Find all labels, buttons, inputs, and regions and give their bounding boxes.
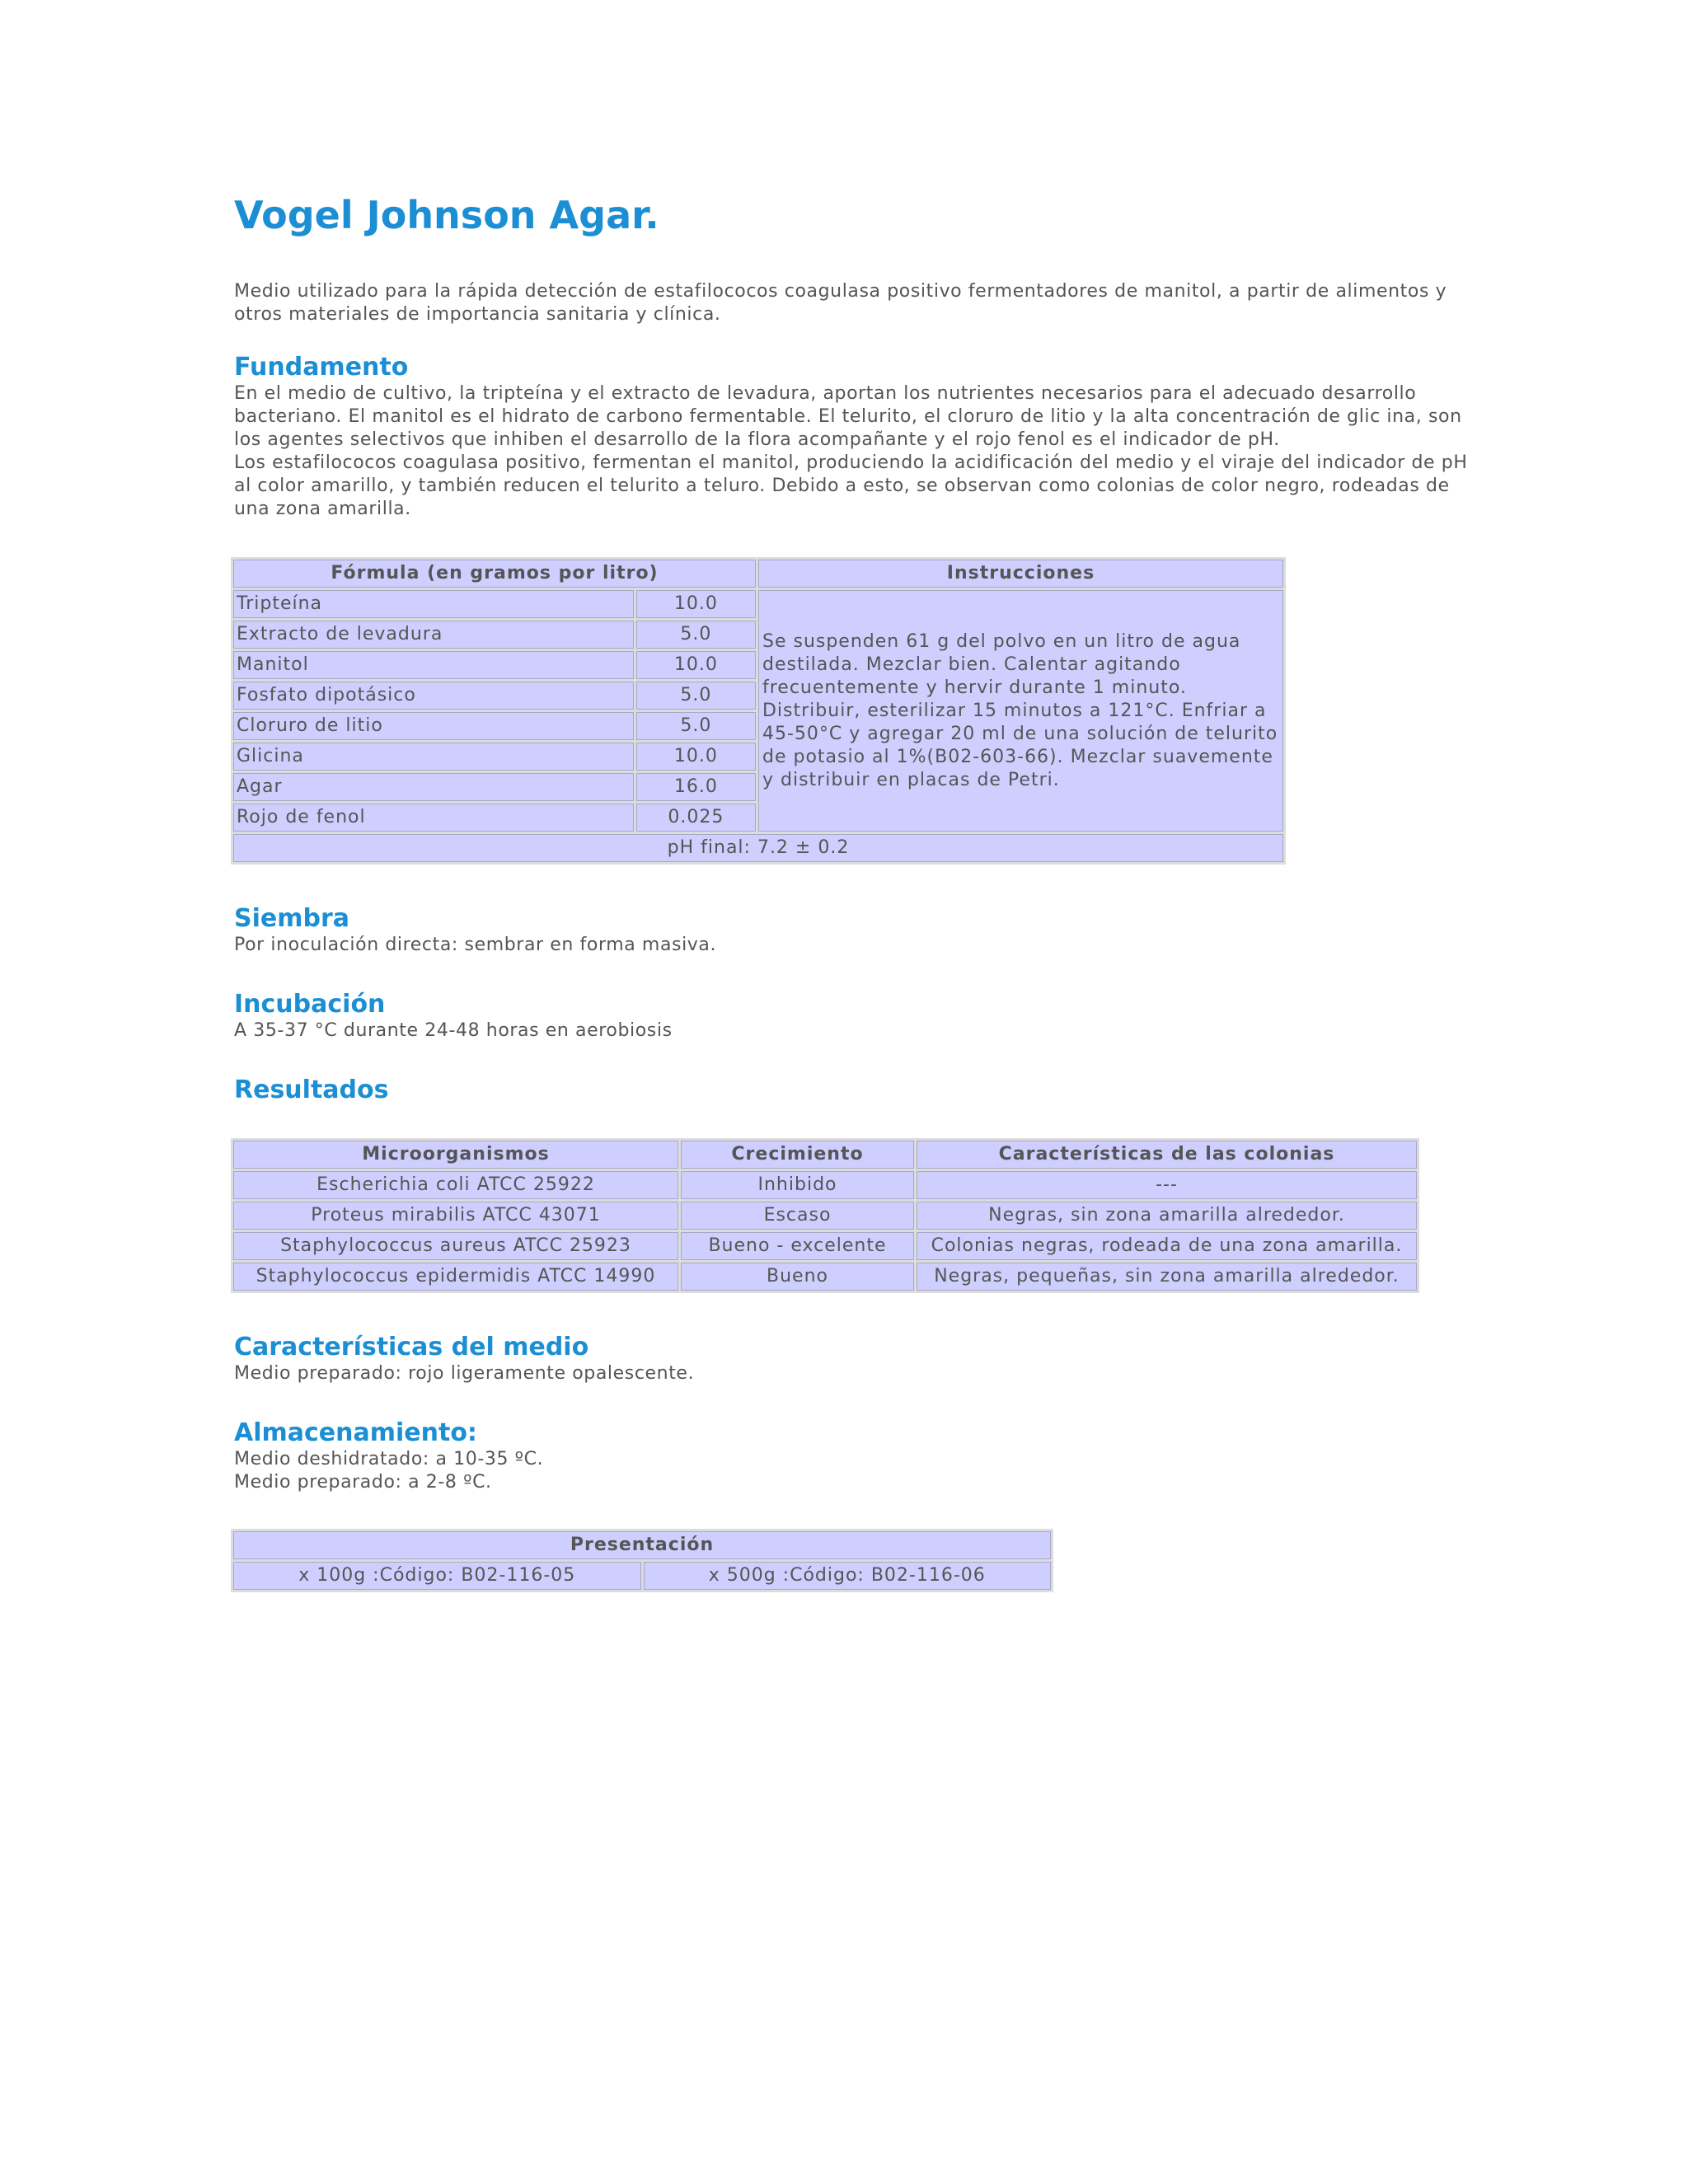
- formula-amount: 10.0: [636, 743, 756, 771]
- instructions-header: Instrucciones: [758, 560, 1283, 588]
- table-row: [233, 1263, 1417, 1291]
- incubacion-heading: Incubación: [234, 990, 386, 1019]
- colony-cell: Colonias negras, rodeada de una zona amarilla.: [917, 1232, 1417, 1260]
- formula-table: [231, 557, 1286, 865]
- instructions-text: Se suspenden 61 g del polvo en un litro de agua destilada. Mezclar bien. Calentar agitando frecuentemente y hervir durante 1 minuto. Distribuir, esterilizar 15 minutos a 121°C. Enfriar a 45-50°C y agregar 20 ml de una solución de telurito de potasio al 1%(B02-603-66). Mezclar suavemente y distribuir en placas de Petri.: [758, 590, 1283, 832]
- page-title: Vogel Johnson Agar.: [234, 193, 659, 237]
- colony-cell: Negras, sin zona amarilla alrededor.: [917, 1202, 1417, 1230]
- formula-ingredient: Tripteína: [233, 590, 634, 618]
- caracteristicas-text: Medio preparado: rojo ligeramente opalescente.: [234, 1363, 695, 1384]
- colony-cell: ---: [917, 1171, 1417, 1199]
- intro-text: Medio utilizado para la rápida detección de estafilococos coagulasa positivo fermentadores de manitol, a partir de alimentos y otros materiales de importancia sanitaria y clínica.: [234, 281, 1447, 325]
- formula-header: Fórmula (en gramos por litro): [233, 560, 756, 588]
- formula-ingredient: Extracto de levadura: [233, 621, 634, 649]
- presentacion-header: Presentación: [233, 1531, 1051, 1559]
- table-row: [233, 1202, 1417, 1230]
- resultados-heading: Resultados: [234, 1076, 389, 1104]
- resultados-header-crecimiento: Crecimiento: [681, 1141, 914, 1169]
- formula-ingredient: Cloruro de litio: [233, 712, 634, 740]
- formula-amount: 5.0: [636, 682, 756, 710]
- microorganism-cell: Proteus mirabilis ATCC 43071: [233, 1202, 678, 1230]
- formula-ingredient: Fosfato dipotásico: [233, 682, 634, 710]
- microorganism-cell: Staphylococcus aureus ATCC 25923: [233, 1232, 678, 1260]
- formula-ingredient: Agar: [233, 773, 634, 801]
- formula-amount: 0.025: [636, 804, 756, 832]
- resultados-table: [231, 1138, 1419, 1293]
- growth-cell: Bueno: [681, 1263, 914, 1291]
- caracteristicas-heading: Características del medio: [234, 1333, 589, 1361]
- almacenamiento-line-2: Medio preparado: a 2-8 ºC.: [234, 1472, 492, 1493]
- incubacion-text: A 35-37 °C durante 24-48 horas en aerobiosis: [234, 1020, 673, 1041]
- formula-ingredient: Manitol: [233, 651, 634, 679]
- presentacion-item: x 500g :Código: B02-116-06: [644, 1562, 1052, 1590]
- formula-amount: 5.0: [636, 621, 756, 649]
- table-row: [233, 1171, 1417, 1199]
- growth-cell: Bueno - excelente: [681, 1232, 914, 1260]
- siembra-text: Por inoculación directa: sembrar en forma masiva.: [234, 935, 717, 955]
- table-row: [233, 1232, 1417, 1260]
- microorganism-cell: Escherichia coli ATCC 25922: [233, 1171, 678, 1199]
- formula-ingredient: Rojo de fenol: [233, 804, 634, 832]
- presentacion-table: [231, 1529, 1053, 1592]
- formula-amount: 10.0: [636, 590, 756, 618]
- formula-amount: 5.0: [636, 712, 756, 740]
- almacenamiento-heading: Almacenamiento:: [234, 1418, 477, 1447]
- growth-cell: Escaso: [681, 1202, 914, 1230]
- formula-amount: 16.0: [636, 773, 756, 801]
- almacenamiento-line-1: Medio deshidratado: a 10-35 ºC.: [234, 1449, 544, 1469]
- growth-cell: Inhibido: [681, 1171, 914, 1199]
- siembra-heading: Siembra: [234, 904, 350, 933]
- document-page: [234, 191, 1470, 1592]
- fundamento-paragraph-2: Los estafilococos coagulasa positivo, fermentan el manitol, produciendo la acidificación del medio y el viraje del indicador de pH al color amarillo, y también reducen el telurito a teluro. Debido a esto, se observan como colonias de color negro, rodeadas de una zona amarilla.: [234, 452, 1468, 519]
- fundamento-paragraph-1: En el medio de cultivo, la tripteína y el extracto de levadura, aportan los nutrientes necesarios para el adecuado desarrollo bacteriano. El manitol es el hidrato de carbono fermentable. El telurito, el cloruro de litio y la alta concentración de glic ina, son los agentes selectivos que inhiben el desarrollo de la flora acompañante y el rojo fenol es el indicador de pH.: [234, 383, 1462, 450]
- presentacion-item: x 100g :Código: B02-116-05: [233, 1562, 641, 1590]
- formula-ingredient: Glicina: [233, 743, 634, 771]
- fundamento-heading: Fundamento: [234, 353, 409, 382]
- microorganism-cell: Staphylococcus epidermidis ATCC 14990: [233, 1263, 678, 1291]
- colony-cell: Negras, pequeñas, sin zona amarilla alrededor.: [917, 1263, 1417, 1291]
- resultados-header-caracteristicas: Características de las colonias: [917, 1141, 1417, 1169]
- resultados-header-microorganismos: Microorganismos: [233, 1141, 678, 1169]
- ph-final: pH final: 7.2 ± 0.2: [233, 834, 1283, 862]
- formula-amount: 10.0: [636, 651, 756, 679]
